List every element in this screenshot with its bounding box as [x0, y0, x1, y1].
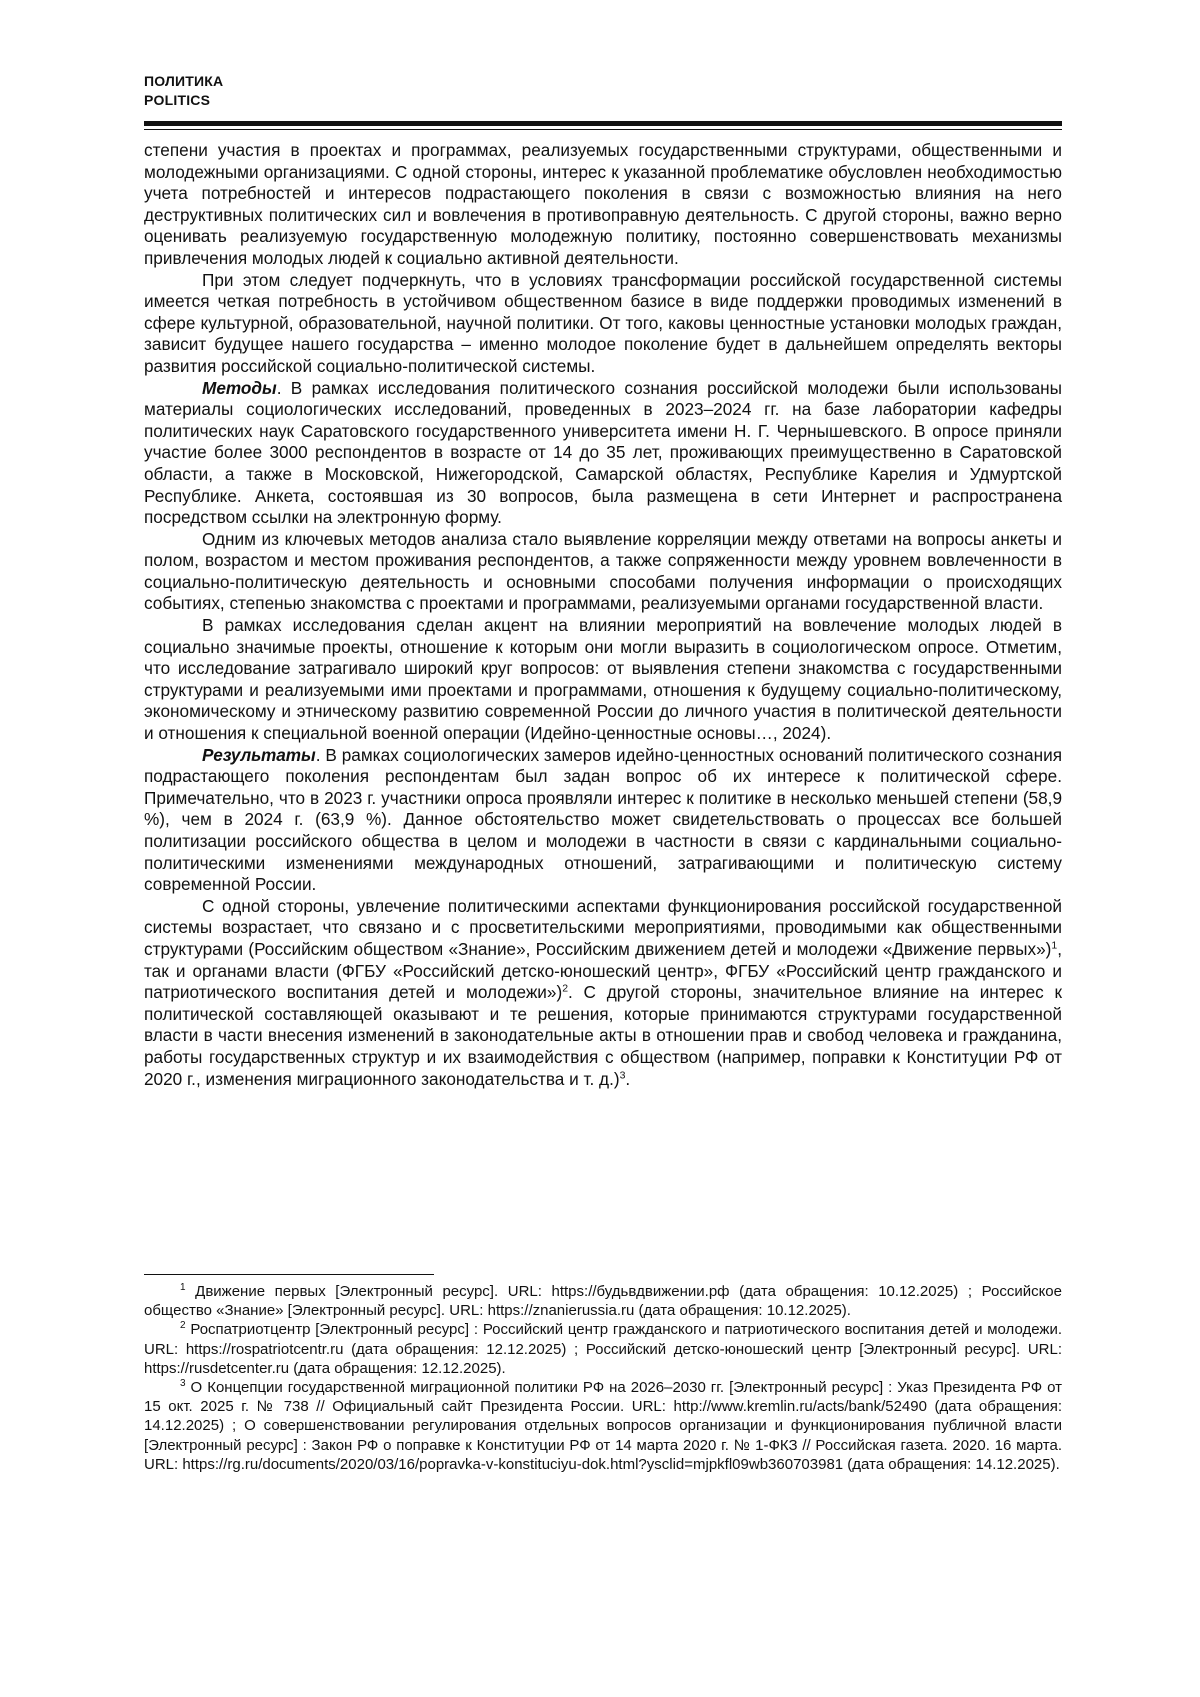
footnote-3-number: 3: [180, 1378, 186, 1390]
methods-heading: Методы: [202, 377, 277, 398]
methods-text: . В рамках исследования политического сознания российской молодежи были использованы материалы социологических исследований, проведенных в 2023–2024 гг. на базе лаборатории кафедры политических наук Саратовского государственного университета имени Н. Г. Чернышевского. В опросе приняли участие более 3000 респондентов в возрасте от 14 до 35 лет, проживающих преимущественно в Саратовской области, а также в Московской, Нижегородской, Самарской областях, Республике Карелия и Удмуртской Республике. Анкета, состоявшая из 30 вопросов, была размещена в сети Интернет и распространена посредством ссылки на электронную форму.: [144, 377, 1062, 528]
footnote-separator: [144, 1274, 434, 1275]
footnote-ref-2[interactable]: 2: [562, 982, 569, 995]
footnotes: [144, 1282, 1062, 1474]
footnote-3: [144, 1378, 1062, 1474]
results-heading: Результаты: [202, 744, 316, 765]
paragraph-results: [144, 745, 1062, 896]
footnote-ref-3[interactable]: 3: [619, 1068, 626, 1081]
running-header: [144, 72, 223, 110]
paragraph-2: При этом следует подчеркнуть, что в условиях трансформации российской государственной системы имеется четкая потребность в устойчивом общественном базисе в виде поддержки проводимых изменений в сфере культурной, образовательной, научной политики. От того, каковы ценностные установки молодых граждан, зависит будущее нашего государства – именно молодое поколение будет в дальнейшем определять векторы развития российской социально-политической системы.: [144, 269, 1062, 376]
footnote-3-text: О Концепции государственной миграционной политики РФ на 2026–2030 гг. [Электронный ресурс] : Указ Президента РФ от 15 окт. 2025 г. № 738 // Официальный сайт Президента России. URL: http://www.kremlin.ru/acts/bank/52490 (дата обращения: 14.12.2025) ; О совершенствовании регулирования отдельных вопросов организации и функционирования публичной власти [Электронный ресурс] : Закон РФ о поправке к Конституции РФ от 14 марта 2020 г. № 1-ФКЗ // Российская газета. 2020. 16 марта. URL: https://rg.ru/documents/2020/03/16/popravka-v-konstituciyu-dok.html?ysclid=mjpkfl09wb360703981 (дата обращения: 14.12.2025).: [144, 1379, 1062, 1473]
section-title-en: POLITICS: [144, 92, 211, 108]
footnote-ref-1[interactable]: 1: [1051, 939, 1058, 952]
footnote-1-text: Движение первых [Электронный ресурс]. URL: https://будьвдвижении.рф (дата обращения: 10.12.2025) ; Российское общество «Знание» [Электронный ресурс]. URL: https://znanierussia.ru (дата обращения: 10.12.2025).: [144, 1283, 1062, 1320]
paragraph-7-part-a: С одной стороны, увлечение политическими аспектами функционирования российской государственной системы возрастает, что связано и с просветительскими мероприятиями, проводимыми как общественными структурами (Российским обществом «Знание», Российским движением детей и молодежи «Движение первых»): [144, 895, 1062, 959]
footnote-2-number: 2: [180, 1320, 186, 1332]
paragraph-7-part-b: , так и органами власти (ФГБУ «Российский детско-юношеский центр», ФГБУ «Российский центр гражданского и патриотического воспитания детей и молодежи»): [144, 938, 1062, 1003]
footnote-2-text: Роспатриотцентр [Электронный ресурс] : Российский центр гражданского и патриотического воспитания детей и молодежи. URL: https://rospatriotcentr.ru (дата обращения: 12.12.2025) ; Российский детско-юношеский центр [Электронный ресурс]. URL: https://rusdetcenter.ru (дата обращения: 12.12.2025).: [144, 1321, 1062, 1377]
footnote-2: [144, 1320, 1062, 1378]
paragraph-7-part-d: .: [625, 1068, 631, 1089]
footnote-1-number: 1: [180, 1282, 186, 1293]
footnote-1: [144, 1282, 1062, 1320]
paragraph-5: В рамках исследования сделан акцент на влиянии мероприятий на вовлечение молодых людей в социально значимые проекты, отношение к которым они могли выразить в социологическом опросе. Отметим, что исследование затрагивало широкий круг вопросов: от выявления степени знакомства с государственными структурами и реализуемыми ими проектами и программами, отношения к будущему социально-политическому, экономическому и этническому развитию современной России до личного участия в политической деятельности и отношения к специальной военной операции (Идейно-ценностные основы…, 2024).: [144, 615, 1062, 744]
results-text: . В рамках социологических замеров идейно-ценностных оснований политического сознания подрастающего поколения респондентам был задан вопрос об их интересе к политической сфере. Примечательно, что в 2023 г. участники опроса проявляли интерес к политике в несколько меньшей степени (58,9 %), чем в 2024 г. (63,9 %). Данное обстоятельство может свидетельствовать о процессах все большей политизации российского общества в целом и молодежи в частности в связи с кардинальными социально-политическими изменениями международных отношений, затрагивающими и политическую систему современной России.: [144, 744, 1062, 895]
paragraph-7-part-c: . С другой стороны, значительное влияние на интерес к политической составляющей оказывают и те решения, которые принимаются структурами государственной власти в части внесения изменений в законодательные акты в отношении прав и свобод человека и гражданина, работы государственных структур и их взаимодействия с обществом (например, поправки к Конституции РФ от 2020 г., изменения миграционного законодательства и т. д.): [144, 982, 1062, 1089]
paragraph-4: Одним из ключевых методов анализа стало выявление корреляции между ответами на вопросы анкеты и полом, возрастом и местом проживания респондентов, а также сопряженности между уровнем вовлеченности в социально-политическую деятельность и основными способами получения информации о происходящих событиях, степенью знакомства с проектами и программами, реализуемыми органами государственной власти.: [144, 528, 1062, 614]
header-rule-thick: [144, 121, 1062, 126]
paragraph-1: степени участия в проектах и программах, реализуемых государственными структурами, общественными и молодежными организациями. С одной стороны, интерес к указанной проблематике обусловлен необходимостью учета потребностей и интересов подрастающего поколения в связи с возможностью влияния на него деструктивных политических сил и вовлечения в противоправную деятельность. С другой стороны, важно верно оценивать реализуемую государственную молодежную политику, постоянно совершенствовать механизмы привлечения молодых людей к социально активной деятельности.: [144, 140, 1062, 268]
section-title-ru: ПОЛИТИКА: [144, 73, 224, 89]
main-text: [144, 140, 1062, 1090]
paragraph-methods: [144, 378, 1062, 529]
paragraph-7: [144, 896, 1062, 1090]
header-rule-thin: [144, 129, 1062, 130]
